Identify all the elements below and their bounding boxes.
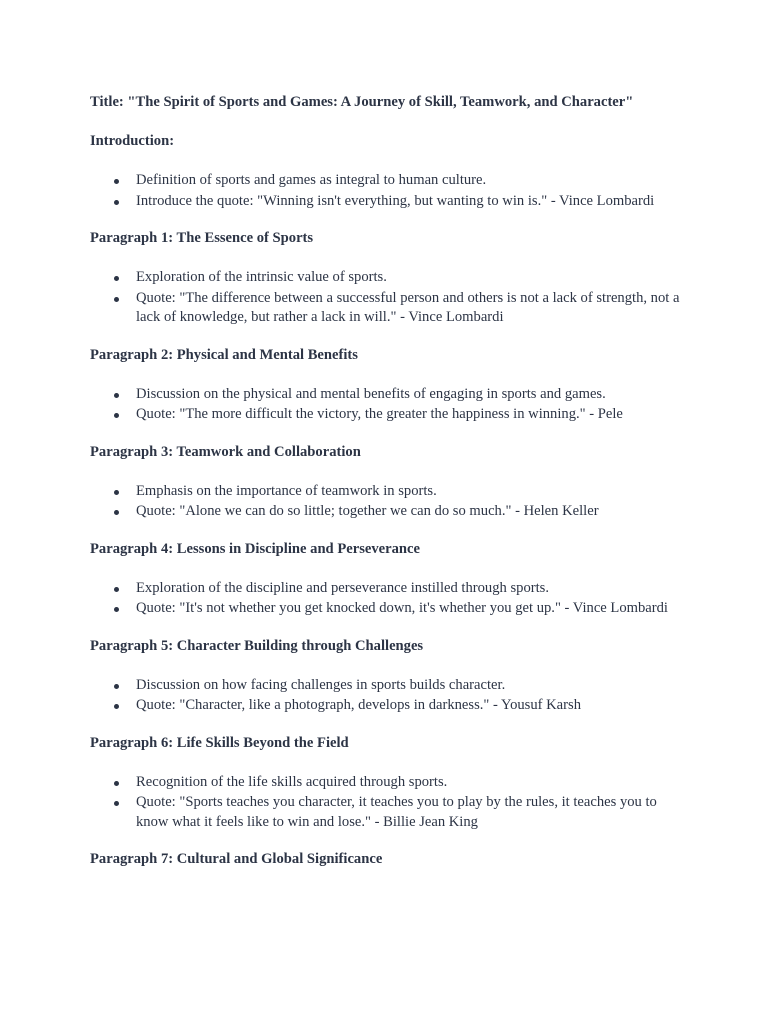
list-item-text: Discussion on how facing challenges in sports builds character.	[136, 676, 506, 693]
bullet-list	[90, 482, 690, 522]
bullet-list	[90, 268, 690, 328]
list-item-text: Quote: "The more difficult the victory, the greater the happiness in winning." - Pele	[136, 406, 623, 422]
section-paragraph-2	[90, 346, 690, 443]
list-item	[90, 289, 690, 328]
section-heading: Paragraph 5: Character Building through Challenges	[90, 637, 424, 654]
list-item-text: Quote: "Character, like a photograph, develops in darkness." - Yousuf Karsh	[136, 697, 581, 713]
section-paragraph-1	[90, 229, 690, 346]
list-item-text: Quote: "Alone we can do so little; together we can do so much." - Helen Keller	[136, 503, 599, 519]
section-heading: Introduction:	[90, 133, 175, 149]
section-paragraph-3	[90, 443, 690, 540]
bullet-list	[90, 385, 690, 425]
list-item	[90, 385, 690, 405]
section-paragraph-6	[90, 734, 690, 851]
list-item-text: Discussion on the physical and mental benefits of engaging in sports and games.	[136, 385, 606, 402]
section-heading: Paragraph 6: Life Skills Beyond the Field	[90, 734, 349, 751]
section-paragraph-4	[90, 540, 690, 637]
list-item-text: Quote: "The difference between a successful person and others is not a lack of strength, not a lack of knowledge, but rather a lack in will." - Vince Lombardi	[136, 289, 680, 325]
list-item-text: Recognition of the life skills acquired through sports.	[136, 773, 448, 790]
list-item-text: Emphasis on the importance of teamwork in sports.	[136, 482, 437, 499]
document-title: Title: "The Spirit of Sports and Games: A Journey of Skill, Teamwork, and Character"	[90, 94, 634, 110]
bullet-list	[90, 773, 690, 833]
section-heading: Paragraph 7: Cultural and Global Significance	[90, 851, 383, 867]
list-item	[90, 579, 690, 599]
list-item	[90, 268, 690, 288]
list-item-text: Introduce the quote: "Winning isn't everything, but wanting to win is." - Vince Lombardi	[136, 192, 655, 209]
section-heading: Paragraph 1: The Essence of Sports	[90, 230, 314, 246]
section-heading: Paragraph 4: Lessons in Discipline and Perseverance	[90, 540, 420, 557]
list-item	[90, 793, 690, 832]
list-item	[90, 502, 690, 522]
list-item-text: Exploration of the intrinsic value of sports.	[136, 269, 387, 285]
section-heading: Paragraph 2: Physical and Mental Benefits	[90, 346, 358, 363]
list-item	[90, 773, 690, 793]
list-item	[90, 482, 690, 502]
list-item	[90, 676, 690, 696]
list-item-text: Quote: "Sports teaches you character, it teaches you to play by the rules, it teaches you to know what it feels like to win and lose." - Billie Jean King	[136, 794, 657, 830]
bullet-list	[90, 579, 690, 619]
list-item	[90, 599, 690, 619]
list-item	[90, 696, 690, 716]
list-item	[90, 171, 690, 191]
list-item-text: Quote: "It's not whether you get knocked down, it's whether you get up." - Vince Lombardi	[136, 600, 668, 616]
section-paragraph-7	[90, 850, 690, 869]
bullet-list	[90, 676, 690, 716]
list-item-text: Exploration of the discipline and perseverance instilled through sports.	[136, 579, 549, 596]
document-page	[90, 93, 690, 869]
list-item	[90, 192, 690, 212]
bullet-list	[90, 171, 690, 211]
section-paragraph-5	[90, 637, 690, 734]
list-item-text: Definition of sports and games as integral to human culture.	[136, 172, 487, 188]
section-heading: Paragraph 3: Teamwork and Collaboration	[90, 443, 361, 460]
list-item	[90, 405, 690, 425]
section-introduction	[90, 132, 690, 229]
